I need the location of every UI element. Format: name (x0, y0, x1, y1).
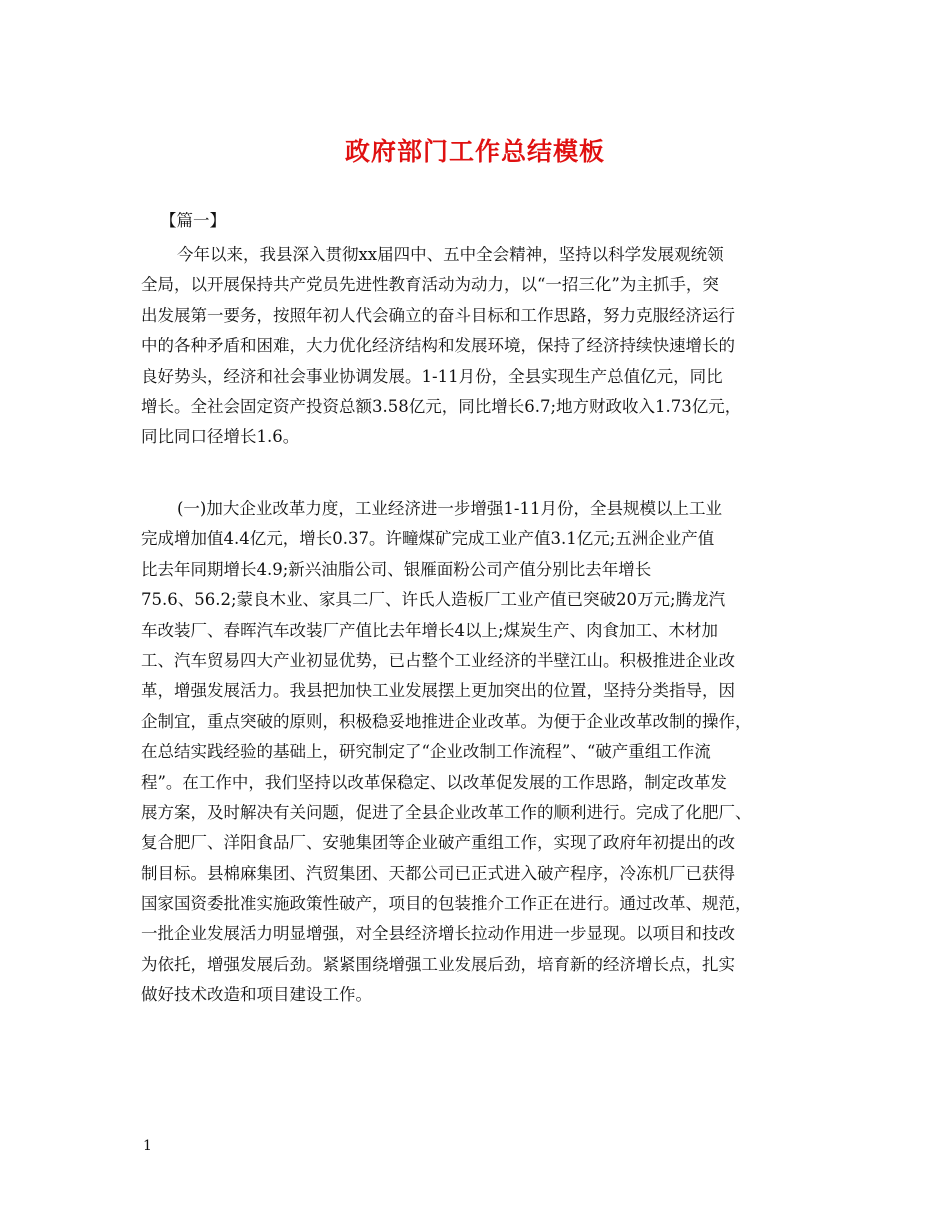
document-title: 政府部门工作总结模板 (344, 137, 605, 166)
paragraph-line: 增长。全社会固定资产投资总额3.58亿元，同比增长6.7;地方财政收入1.73亿元， (141, 396, 742, 416)
paragraph-line: 比去年同期增长4.9;新兴油脂公司、银雁面粉公司产值分别比去年增长 (141, 559, 652, 579)
paragraph-line: 为依托，增强发展后劲。紧紧围绕增强工业发展后劲，培育新的经济增长点，扎实 (141, 954, 735, 974)
paragraph-1 (141, 240, 831, 453)
paragraph-line: 做好技术改造和项目建设工作。 (141, 985, 372, 1005)
paragraph-line: 工、汽车贸易四大产业初显优势，已占整个工业经济的半壁江山。积极推进企业改 (141, 650, 735, 670)
paragraph-line: 复合肥厂、洋阳食品厂、安驰集团等企业破产重组工作，实现了政府年初提出的改 (141, 833, 735, 853)
paragraph-line: 同比同口径增长1.6。 (141, 427, 300, 447)
paragraph-line: 出发展第一要务，按照年初人代会确立的奋斗目标和工作思路，努力克服经济运行 (141, 305, 735, 325)
paragraph-line: 革，增强发展活力。我县把加快工业发展摆上更加突出的位置，坚持分类指导，因 (141, 681, 735, 701)
paragraph-line: 全局，以开展保持共产党员先进性教育活动为动力，以“一招三化”为主抓手，突 (141, 275, 719, 295)
paragraph-line: 今年以来，我县深入贯彻xx届四中、五中全会精神，坚持以科学发展观统领 (177, 245, 724, 264)
paragraph-line: 良好势头，经济和社会事业协调发展。1-11月份，全县实现生产总值亿元，同比 (141, 366, 723, 386)
paragraph-line: (一)加大企业改革力度，工业经济进一步增强1-11月份，全县规模以上工业 (177, 499, 722, 518)
paragraph-line: 75.6、56.2;蒙良木业、家具二厂、许氏人造板厂工业产值已突破20万元;腾龙汽 (141, 590, 726, 610)
paragraph-line: 制目标。县棉麻集团、汽贸集团、天都公司已正式进入破产程序，冷冻机厂已获得 (141, 863, 735, 883)
page-number: 1 (143, 1138, 152, 1154)
section-heading: 【篇一】 (160, 211, 226, 230)
paragraph-2 (141, 494, 831, 1011)
paragraph-line: 程”。在工作中，我们坚持以改革保稳定、以改革促发展的工作思路，制定改革发 (141, 772, 727, 792)
paragraph-line: 展方案，及时解决有关问题，促进了全县企业改革工作的顺利进行。完成了化肥厂、 (141, 802, 752, 822)
paragraph-line: 一批企业发展活力明显增强，对全县经济增长拉动作用进一步显现。以项目和技改 (141, 924, 735, 944)
paragraph-line: 国家国资委批准实施政策性破产，项目的包装推介工作正在进行。通过改革、规范， (141, 894, 752, 914)
paragraph-line: 在总结实践经验的基础上，研究制定了“企业改制工作流程”、“破产重组工作流 (141, 742, 711, 762)
paragraph-line: 车改装厂、春晖汽车改装厂产值比去年增长4以上;煤炭生产、肉食加工、木材加 (141, 620, 719, 640)
paragraph-line: 企制宜，重点突破的原则，积极稳妥地推进企业改革。为便于企业改革改制的操作， (141, 711, 752, 731)
paragraph-line: 完成增加值4.4亿元，增长0.37。许疃煤矿完成工业产值3.1亿元;五洲企业产值 (141, 529, 715, 549)
paragraph-line: 中的各种矛盾和困难，大力优化经济结构和发展环境，保持了经济持续快速增长的 (141, 336, 735, 356)
